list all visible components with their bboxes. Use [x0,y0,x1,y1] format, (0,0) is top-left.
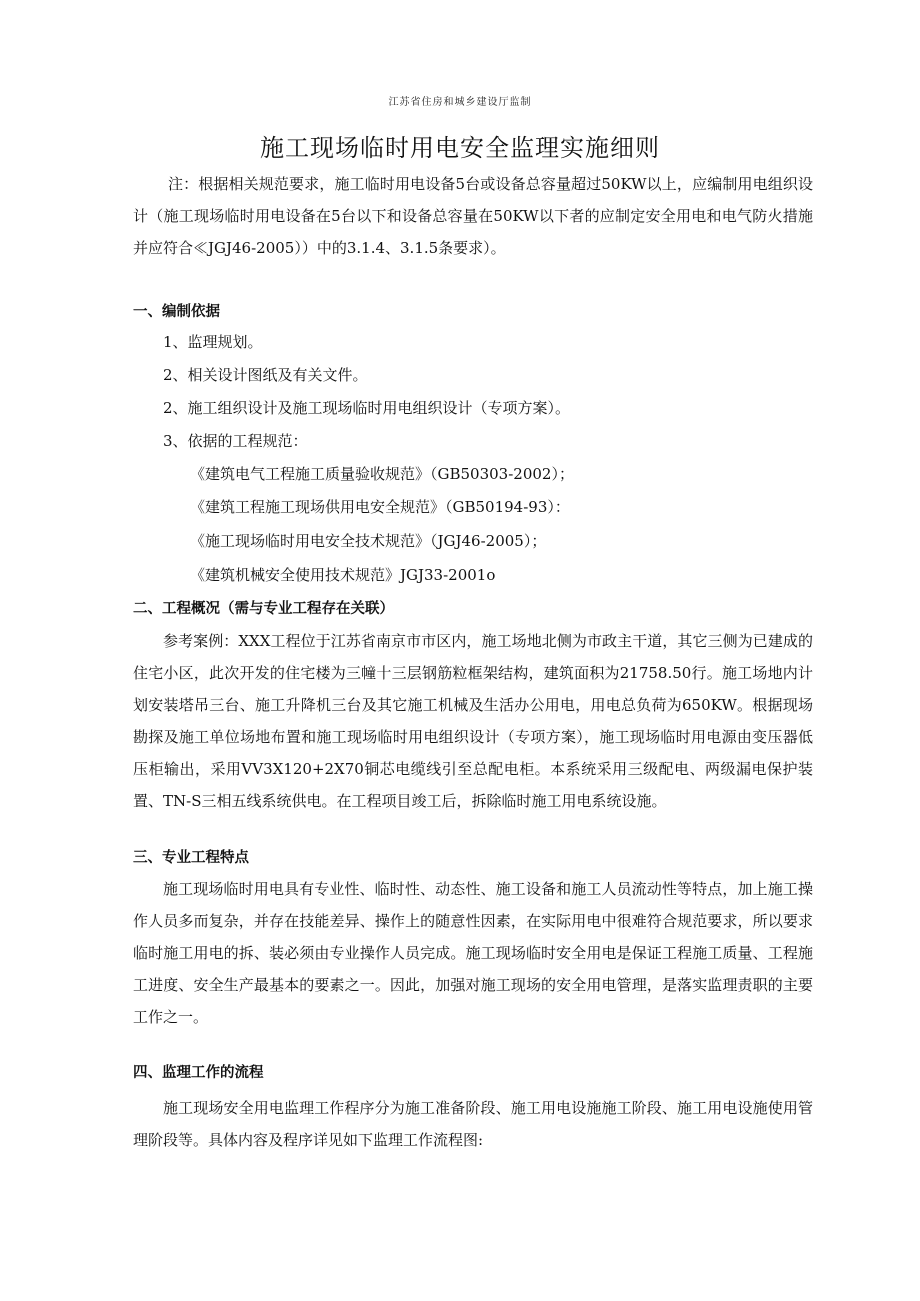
list-item: 1、监理规划。 [163,333,263,351]
section-4-heading: 四、监理工作的流程 [133,1065,264,1081]
reference-item: 《建筑机械安全使用技术规范》JGJ33-2001o [190,566,496,584]
section-3-body: 施工现场临时用电具有专业性、临时性、动态性、施工设备和施工人员流动性等特点，加上施工操作人员多而复杂，并存在技能差异、操作上的随意性因素，在实际用电中很难符合规范要求，所以要求临时施工用电的拆、装必须由专业操作人员完成。施工现场临时安全用电是保证工程施工质量、工程施工进度、安全生产最基本的要素之一。因此，加强对施工现场的安全用电管理，是落实监理责职的主要工作之一。 [133,880,813,1026]
header-note: 江苏省住房和城乡建设厅监制 [388,97,532,108]
section-2-body: 参考案例：XXX工程位于江苏省南京市市区内，施工场地北侧为市政主干道，其它三侧为已建成的住宅小区，此次开发的住宅楼为三幢十三层钢筋粒框架结构，建筑面积为21758.50行。施工场地内计划安装塔吊三台、施工升降机三台及其它施工机械及生活办公用电，用电总负荷为650KW。根据现场勘探及施工单位场地布置和施工现场临时用电组织设计（专项方案），施工现场临时用电源由变压器低压柜输出，采用VV3X120+2X70铜芯电缆线引至总配电柜。本系统采用三级配电、两级漏电保护装置、TN-S三相五线系统供电。在工程项目竣工后，拆除临时施工用电系统设施。 [133,632,813,810]
section-3-heading: 三、专业工程特点 [133,850,249,866]
document-title: 施工现场临时用电安全监理实施细则 [260,134,660,162]
note-paragraph: 注：根据相关规范要求，施工临时用电设备5台或设备总容量超过50KW以上，应编制用电组织设计（施工现场临时用电设备在5台以下和设备总容量在50KW以下者的应制定安全用电和电气防火措施并应符合≪JGJ46-2005））中的3.1.4、3.1.5条要求）。 [133,175,813,257]
section-4-body: 施工现场安全用电监理工作程序分为施工准备阶段、施工用电设施施工阶段、施工用电设施使用管理阶段等。具体内容及程序详见如下监理工作流程图: [133,1099,813,1149]
list-item: 3、依据的工程规范： [163,432,308,450]
reference-item: 《建筑工程施工现场供用电安全规范》（GB50194-93）： [190,498,570,516]
reference-item: 《施工现场临时用电安全技术规范》（JGJ46-2005）； [190,532,547,550]
section-1-heading: 一、编制依据 [133,304,220,320]
list-item: 2、施工组织设计及施工现场临时用电组织设计（专项方案）。 [163,399,571,417]
section-2-heading: 二、工程概况（需与专业工程存在关联） [133,601,394,617]
list-item: 2、相关设计图纸及有关文件。 [163,366,368,384]
reference-item: 《建筑电气工程施工质量验收规范》（GB50303-2002）； [190,465,574,483]
